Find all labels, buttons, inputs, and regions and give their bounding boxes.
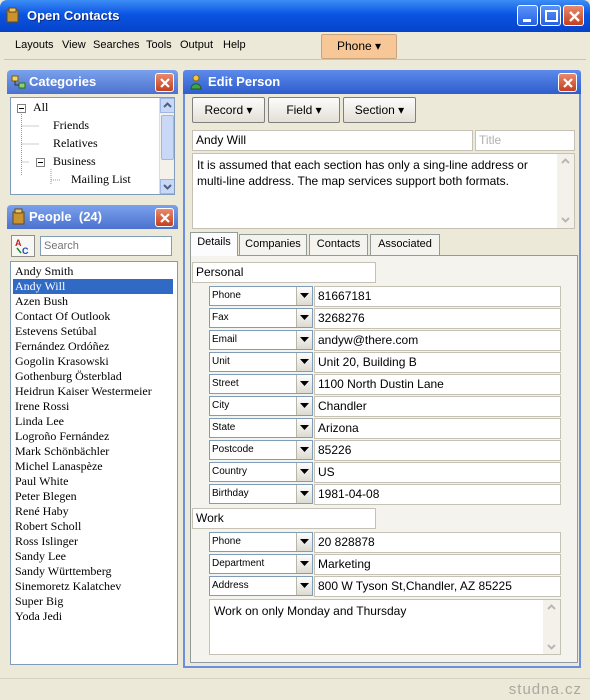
- list-item[interactable]: Gogolin Krasowski: [15, 354, 109, 368]
- field-value-input[interactable]: 1981-04-08: [314, 484, 561, 505]
- field-type-label: State: [212, 422, 236, 433]
- field-value-input[interactable]: Arizona: [314, 418, 561, 439]
- status-bar: [0, 678, 590, 700]
- tree-item-friends[interactable]: Friends: [53, 118, 89, 132]
- edit-person-header: [183, 70, 581, 94]
- window-title: Open Contacts: [27, 8, 120, 23]
- collapse-icon[interactable]: [36, 158, 45, 167]
- people-count: (24): [78, 209, 102, 224]
- sort-button[interactable]: [11, 235, 35, 257]
- tree-item-mailing-list[interactable]: Mailing List: [71, 172, 131, 186]
- field-type-select[interactable]: [209, 576, 313, 596]
- list-item[interactable]: Peter Blegen: [15, 489, 77, 503]
- scroll-up-arrow[interactable]: [160, 98, 175, 113]
- menu-output[interactable]: Output: [180, 39, 214, 51]
- close-icon: [156, 74, 175, 93]
- app-icon: [5, 7, 21, 23]
- close-button[interactable]: [563, 5, 584, 26]
- field-type-select[interactable]: [209, 484, 313, 504]
- categories-tree: [10, 97, 175, 195]
- dropdown-button[interactable]: [296, 309, 312, 327]
- work-memo-scrollbar[interactable]: [543, 600, 560, 654]
- dropdown-button[interactable]: [296, 397, 312, 415]
- section-menu-button[interactable]: Section ▾: [343, 97, 416, 123]
- personal-section-heading[interactable]: Personal: [192, 262, 376, 283]
- people-close-button[interactable]: [155, 208, 174, 227]
- svg-text:C: C: [22, 246, 29, 256]
- chevron-down-icon: [300, 403, 309, 409]
- edit-person-close-button[interactable]: [558, 73, 577, 92]
- list-item[interactable]: Mark Schönbächler: [15, 444, 110, 458]
- chevron-down-icon: [300, 491, 309, 497]
- field-value-input[interactable]: Chandler: [314, 396, 561, 417]
- chevron-down-icon: [161, 180, 174, 193]
- tab-associated[interactable]: Associated: [370, 234, 440, 255]
- field-type-label: Unit: [212, 356, 230, 367]
- record-menu-button[interactable]: Record ▾: [192, 97, 265, 123]
- close-icon: [559, 74, 578, 93]
- field-type-select[interactable]: [209, 396, 313, 416]
- categories-scrollbar[interactable]: [159, 98, 174, 194]
- list-item[interactable]: Azen Bush: [15, 294, 68, 308]
- field-type-label: Phone: [212, 536, 241, 547]
- field-value-input[interactable]: 1100 North Dustin Lane: [314, 374, 561, 395]
- title-bar: [0, 0, 590, 32]
- maximize-icon: [541, 6, 562, 27]
- field-type-select[interactable]: [209, 330, 313, 350]
- categories-title: Categories: [29, 74, 97, 89]
- field-type-label: Email: [212, 334, 238, 345]
- field-menu-button[interactable]: Field ▾: [268, 97, 340, 123]
- list-item[interactable]: Andy Will: [13, 279, 173, 294]
- tree-item-business[interactable]: Business: [53, 154, 96, 168]
- field-type-label: Fax: [212, 312, 229, 323]
- tab-companies[interactable]: Companies: [239, 234, 307, 255]
- minimize-button[interactable]: [517, 5, 538, 26]
- list-item[interactable]: Andy Smith: [15, 264, 74, 278]
- people-icon: [11, 208, 27, 226]
- field-type-select[interactable]: [209, 554, 313, 574]
- dropdown-button[interactable]: [296, 533, 312, 551]
- field-type-label: Street: [212, 378, 239, 389]
- field-value-input[interactable]: Marketing: [314, 554, 561, 575]
- scroll-down-arrow[interactable]: [160, 179, 175, 194]
- field-value-input[interactable]: andyw@there.com: [314, 330, 561, 351]
- field-value-input[interactable]: US: [314, 462, 561, 483]
- people-search-input[interactable]: [40, 236, 172, 256]
- menu-searches[interactable]: Searches: [93, 39, 140, 51]
- note-textarea[interactable]: It is assumed that each section has only a sing-line address or multi-line address. The map services support both formats.: [192, 153, 575, 229]
- name-field[interactable]: Andy Will: [192, 130, 473, 151]
- people-list: [10, 261, 178, 665]
- list-item[interactable]: Yoda Jedi: [15, 609, 63, 623]
- scroll-arrows-icon: [543, 600, 560, 654]
- menu-view[interactable]: View: [62, 39, 86, 51]
- edit-person-title: Edit Person: [208, 74, 281, 89]
- list-item[interactable]: Gothenburg Österblad: [15, 369, 122, 383]
- dropdown-button[interactable]: [296, 419, 312, 437]
- field-type-select[interactable]: [209, 440, 313, 460]
- field-type-select[interactable]: [209, 462, 313, 482]
- field-value-input[interactable]: 20 828878: [314, 532, 561, 553]
- list-item[interactable]: Fernández Ordóñez: [15, 339, 110, 353]
- field-type-select[interactable]: [209, 308, 313, 328]
- chevron-down-icon: [300, 561, 309, 567]
- chevron-down-icon: [300, 425, 309, 431]
- categories-icon: [11, 74, 27, 90]
- minimize-icon: [518, 6, 539, 27]
- sort-az-icon: [12, 236, 34, 256]
- list-item[interactable]: Linda Lee: [15, 414, 64, 428]
- dropdown-button[interactable]: [296, 287, 312, 305]
- list-item[interactable]: Robert Scholl: [15, 519, 82, 533]
- list-item[interactable]: Irene Rossi: [15, 399, 70, 413]
- field-type-label: Birthday: [212, 488, 249, 499]
- work-section-heading[interactable]: Work: [192, 508, 376, 529]
- field-type-label: City: [212, 400, 230, 411]
- list-item[interactable]: Sinemoretz Kalatchev: [15, 579, 122, 593]
- list-item[interactable]: Ross Islinger: [15, 534, 78, 548]
- menu-help[interactable]: Help: [223, 39, 246, 51]
- field-type-label: Postcode: [212, 444, 254, 455]
- dropdown-button[interactable]: [296, 463, 312, 481]
- chevron-down-icon: [300, 539, 309, 545]
- menu-layouts[interactable]: Layouts: [15, 39, 54, 51]
- menu-bar: [4, 32, 586, 60]
- people-title: People (24): [29, 209, 102, 224]
- field-value-input[interactable]: 85226: [314, 440, 561, 461]
- maximize-button[interactable]: [540, 5, 561, 26]
- list-item[interactable]: René Haby: [15, 504, 69, 518]
- dropdown-button[interactable]: [296, 353, 312, 371]
- chevron-down-icon: [300, 381, 309, 387]
- scroll-arrows-icon: [557, 154, 574, 228]
- phone-button[interactable]: Phone ▾: [321, 34, 397, 59]
- tree-item-all[interactable]: All: [33, 100, 49, 114]
- field-value-input[interactable]: 81667181: [314, 286, 561, 307]
- close-icon: [564, 6, 585, 27]
- title-field[interactable]: Title: [475, 130, 575, 151]
- list-item[interactable]: Estevens Setúbal: [15, 324, 97, 338]
- menu-tools[interactable]: Tools: [146, 39, 172, 51]
- field-type-select[interactable]: [209, 374, 313, 394]
- chevron-up-icon: [161, 99, 174, 112]
- field-type-select[interactable]: [209, 532, 313, 552]
- work-memo-textarea[interactable]: Work on only Monday and Thursday: [209, 599, 561, 655]
- list-item[interactable]: Logroño Fernández: [15, 429, 110, 443]
- scroll-thumb[interactable]: [161, 115, 174, 160]
- field-value-input[interactable]: 800 W Tyson St,Chandler, AZ 85225: [314, 576, 561, 597]
- collapse-icon[interactable]: [17, 104, 26, 113]
- chevron-down-icon: [300, 293, 309, 299]
- tab-details[interactable]: Details: [190, 232, 238, 256]
- list-item[interactable]: Heidrun Kaiser Westermeier: [15, 384, 152, 398]
- svg-text:A: A: [15, 238, 22, 248]
- list-item[interactable]: Sandy Württemberg: [15, 564, 112, 578]
- field-type-label: Department: [212, 558, 265, 569]
- field-type-select[interactable]: [209, 286, 313, 306]
- chevron-down-icon: [300, 469, 309, 475]
- dropdown-button[interactable]: [296, 375, 312, 393]
- dropdown-button[interactable]: [296, 441, 312, 459]
- chevron-down-icon: [300, 583, 309, 589]
- field-value-input[interactable]: 3268276: [314, 308, 561, 329]
- tab-contacts[interactable]: Contacts: [309, 234, 368, 255]
- person-icon: [189, 74, 203, 90]
- chevron-down-icon: [300, 337, 309, 343]
- field-type-select[interactable]: [209, 418, 313, 438]
- tree-item-relatives[interactable]: Relatives: [53, 136, 98, 150]
- dropdown-button[interactable]: [296, 577, 312, 595]
- watermark: studna.cz: [508, 681, 582, 698]
- dropdown-button[interactable]: [296, 555, 312, 573]
- dropdown-button[interactable]: [296, 485, 312, 503]
- list-item[interactable]: Paul White: [15, 474, 69, 488]
- categories-close-button[interactable]: [155, 73, 174, 92]
- list-item[interactable]: Super Big: [15, 594, 64, 608]
- categories-header: [7, 70, 178, 94]
- dropdown-button[interactable]: [296, 331, 312, 349]
- list-item[interactable]: Contact Of Outlook: [15, 309, 111, 323]
- field-type-label: Country: [212, 466, 248, 477]
- field-type-label: Phone: [212, 290, 241, 301]
- list-item[interactable]: Sandy Lee: [15, 549, 66, 563]
- note-scrollbar[interactable]: [557, 154, 574, 228]
- field-value-input[interactable]: Unit 20, Building B: [314, 352, 561, 373]
- list-item[interactable]: Michel Lanaspèze: [15, 459, 103, 473]
- field-type-select[interactable]: [209, 352, 313, 372]
- people-header: [7, 205, 178, 229]
- chevron-down-icon: [300, 359, 309, 365]
- field-type-label: Address: [212, 580, 249, 591]
- chevron-down-icon: [300, 315, 309, 321]
- chevron-down-icon: [300, 447, 309, 453]
- close-icon: [156, 209, 175, 228]
